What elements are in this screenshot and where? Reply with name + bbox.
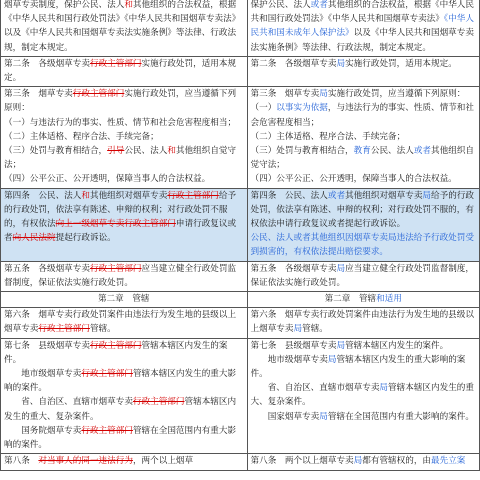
text-run: 管辖本辖区内发生的重大、复杂案件。: [250, 383, 474, 408]
text-run: 第八条 两个以上烟草专卖: [250, 456, 354, 467]
text-run: 省、自治区、直辖市烟草专卖: [250, 383, 380, 394]
revised-text-cell: [247, 0, 480, 56]
text-run: 第二条 各级烟草专卖: [250, 58, 337, 69]
text-run: 公民、法人: [370, 146, 414, 157]
changed-text: 局: [293, 324, 303, 335]
text-run: 给予的行政处罚，依法享有陈述、申辩的权利；对行政处罚不服的，有权依法申请行政复议或者提起行政诉讼。: [250, 190, 475, 230]
article-row: [1, 308, 480, 338]
original-text-cell: [1, 0, 248, 56]
text-run: 保护公民、法人: [250, 0, 311, 10]
paragraph: [251, 172, 477, 186]
paragraph: [4, 172, 244, 186]
article-row: [1, 338, 480, 454]
changed-text: 局: [379, 383, 389, 394]
text-run: 管辖。: [302, 324, 328, 335]
paragraph: [4, 87, 244, 115]
changed-text: 局: [327, 354, 337, 365]
changed-text: 和: [124, 0, 133, 10]
changed-text: 或者: [413, 146, 432, 157]
text-run: 实施行政处罚，适用本规定。: [345, 58, 457, 69]
text-run: 第二章 管辖: [324, 294, 377, 305]
paragraph: [4, 262, 244, 290]
text-run: 第七条 县级烟草专卖: [4, 340, 90, 351]
deleted-text: 行政主管部门: [132, 397, 185, 408]
changed-text: 局: [336, 340, 346, 351]
article-row: [1, 261, 480, 291]
original-text-cell: [1, 308, 248, 338]
paragraph: [4, 292, 244, 306]
text-run: 实施行政处罚，应当遵循下列原则：: [327, 89, 466, 100]
text-run: （一）与违法行为的事实、性质、情节和社会危害程度相当；: [4, 117, 237, 128]
paragraph: [251, 308, 477, 336]
deleted-text: 向人民法院: [12, 233, 56, 244]
changed-text: 以事实为依据: [276, 103, 328, 114]
text-run: 其他组织自觉守法；: [250, 146, 475, 171]
text-run: （四）公平公正、公开透明，保障当事人的合法权益。: [250, 174, 457, 185]
text-run: 国家烟草专卖: [250, 411, 320, 422]
paragraph: [251, 339, 477, 353]
text-run: 地市级烟草专卖: [250, 354, 328, 365]
text-run: 省、自治区、直辖市烟草专卖: [4, 397, 133, 408]
text-run: 第六条 烟草专卖行政处罚案件由违法行为发生地的县级以上烟草专卖: [250, 310, 474, 335]
revised-text-cell: [247, 308, 480, 338]
changed-text: 或者: [310, 0, 328, 10]
text-run: 第八条: [4, 456, 39, 467]
text-run: 第六条 烟草专卖行政处罚案件由违法行为发生地的县级以上烟草专卖: [4, 310, 237, 335]
paragraph: [251, 189, 477, 232]
paragraph: [4, 367, 244, 395]
paragraph: [251, 231, 477, 259]
original-text-cell: [1, 261, 248, 291]
changed-text: 和: [167, 146, 176, 157]
paragraph: [4, 339, 244, 367]
article-row: [1, 454, 480, 470]
text-run: 管辖。: [89, 324, 116, 335]
changed-text: 局: [353, 456, 363, 467]
paragraph: [251, 381, 477, 409]
changed-text: 教育: [353, 146, 371, 157]
revised-text-cell: [247, 261, 480, 291]
paragraph: [4, 189, 244, 246]
original-text-cell: [1, 454, 248, 470]
changed-text: 最先立案: [431, 456, 466, 467]
deleted-text: 行政主管部门: [81, 425, 133, 436]
paragraph: [251, 144, 477, 172]
text-run: 其他组织的合法权益，根据《中华人民共和国行政处罚法》《中华人民共和国烟草专卖法》以及《中华人民共和国烟草专卖法实施条例》等法律、行政法规，制定本规定。: [4, 0, 241, 53]
changed-text: 局: [336, 58, 346, 69]
revised-text-cell: [247, 338, 480, 454]
revised-text-cell: [247, 56, 480, 86]
changed-text: 局: [319, 89, 328, 100]
revised-text-cell: [247, 188, 480, 261]
deleted-text: 行政主管部门: [72, 89, 125, 100]
text-run: （三）处罚与教育相结合，: [4, 146, 108, 157]
revised-text-cell: [247, 87, 480, 188]
deleted-text: 行政主管部门: [89, 263, 142, 274]
text-run: 地市级烟草专卖: [4, 369, 82, 380]
text-run: 实施行政处罚，适用本规定。: [4, 58, 237, 84]
text-run: 管辖本辖区内发生的重大影响的案件。: [250, 354, 466, 380]
text-run: 第五条 各级烟草专卖: [250, 263, 337, 274]
text-run: 管辖本辖区内发生的重大影响的案件。: [4, 369, 237, 394]
paragraph: [4, 308, 244, 336]
paragraph: [4, 130, 244, 144]
text-run: 申请行政复议或者: [4, 219, 237, 244]
text-run: 管辖本辖区内发生的案件。: [4, 340, 228, 365]
deleted-text: 行政主管部门: [167, 190, 219, 201]
text-run: 第七条 县级烟草专卖: [250, 340, 337, 351]
text-run: ，两个以上烟草: [132, 456, 194, 467]
revised-text-cell: [247, 292, 480, 308]
changed-text: 《中华人民共和国未成年人保护法》: [250, 14, 474, 39]
paragraph: [251, 353, 477, 381]
paragraph: [4, 0, 244, 55]
paragraph: [251, 292, 477, 306]
text-run: 都有管辖权的，由: [362, 456, 432, 467]
text-run: 第四条 公民、法人: [4, 190, 82, 201]
paragraph: [4, 395, 244, 423]
paragraph: [251, 454, 477, 468]
paragraph: [251, 0, 477, 55]
paragraph: [251, 101, 477, 129]
text-run: 提起行政诉讼。: [55, 233, 116, 244]
text-run: 实施行政处罚，应当遵循下列原则：: [4, 89, 237, 114]
article-row: [1, 188, 480, 261]
deleted-text: 行政主管部门: [89, 340, 142, 351]
original-text-cell: [1, 338, 248, 454]
changed-text: 局: [422, 190, 432, 201]
text-run: 管辖本辖区内发生的案件。: [345, 340, 449, 351]
paragraph: [4, 424, 244, 452]
text-run: 以及《中华人民共和国烟草专卖法实施条例》等法律、行政法规，制定本规定。: [250, 28, 474, 53]
text-run: （四）公平公正、公开透明，保障当事人的合法权益。: [4, 174, 211, 185]
text-run: 第三条 烟草专卖: [4, 89, 73, 100]
paragraph: [4, 116, 244, 130]
text-run: 应当建立健全行政处罚监督制度，保证依法实施行政处罚。: [4, 263, 237, 288]
original-text-cell: [1, 188, 248, 261]
original-text-cell: [1, 87, 248, 188]
text-run: 其他组织自觉守法；: [4, 146, 237, 171]
text-run: 管辖在全国范围内有重大影响的案件。: [327, 411, 474, 422]
text-run: 第三条 烟草专卖: [250, 89, 320, 100]
deleted-text: 向上一级烟草专卖行政主管部门: [55, 219, 176, 230]
changed-text: 和适用: [376, 294, 402, 305]
paragraph: [4, 144, 244, 172]
text-run: 第二章 管辖: [97, 294, 150, 305]
paragraph: [251, 57, 477, 71]
changed-text: 或者: [327, 190, 346, 201]
text-run: 管辖在全国范围内有重大影响的案件。: [4, 425, 237, 451]
text-run: （一）: [250, 103, 277, 114]
text-run: ，与违法行为的事实、性质、情节和社会危害程度相当；: [250, 103, 474, 128]
text-run: 其他组织对烟草专卖: [89, 190, 168, 201]
text-run: 应当建立健全行政处罚监督制度，保证依法实施行政处罚。: [250, 263, 474, 288]
text-run: 公民、法人: [124, 146, 168, 157]
deleted-text: 行政主管部门: [81, 369, 133, 380]
changed-text: 公民、法人或者其他组织因烟草专卖局违法给予行政处罚受到损害的，有权依法提出赔偿要求。: [250, 233, 474, 258]
text-run: 第四条 公民、法人: [250, 190, 328, 201]
text-run: 国务院烟草专卖: [4, 425, 82, 436]
article-row: [1, 56, 480, 86]
paragraph: [4, 454, 244, 468]
text-run: （二）主体适格、程序合法、手续完备；: [250, 131, 406, 142]
text-run: 管辖本辖区内发生的重大、复杂案件。: [4, 397, 237, 422]
original-text-cell: [1, 292, 248, 308]
text-run: 其他组织的合法权益，根据《中华人民共和国行政处罚法》《中华人民共和国烟草专卖法》: [250, 0, 474, 25]
text-run: （三）处罚与教育相结合，: [250, 146, 354, 157]
chapter-heading-row: [1, 292, 480, 308]
text-run: （二）主体适格、程序合法、手续完备；: [4, 131, 159, 142]
paragraph: [251, 130, 477, 144]
changed-text: 局: [336, 263, 346, 274]
deleted-text: 引导: [107, 146, 125, 157]
paragraph: [251, 410, 477, 424]
deleted-text: 对当事人的同一违法行为: [38, 456, 133, 467]
paragraph: [251, 87, 477, 101]
paragraph: [251, 262, 477, 290]
revised-text-cell: [247, 454, 480, 470]
text-run: 给予的行政处罚，依法享有陈述、申辩的权利；对行政处罚不服的，有权依法: [4, 190, 237, 230]
deleted-text: 行政主管部门: [38, 324, 90, 335]
text-run: 烟草专卖制度，保护公民、法人: [4, 0, 125, 10]
article-row: [1, 0, 480, 56]
text-run: 第二条 各级烟草专卖: [4, 58, 90, 69]
original-text-cell: [1, 56, 248, 86]
changed-text: 和: [81, 190, 90, 201]
article-row: [1, 87, 480, 188]
changed-text: 局: [319, 411, 328, 422]
paragraph: [4, 57, 244, 85]
text-run: 第五条 各级烟草专卖: [4, 263, 90, 274]
deleted-text: 行政主管部门: [89, 58, 142, 69]
text-run: 其他组织对烟草专卖: [345, 190, 423, 201]
